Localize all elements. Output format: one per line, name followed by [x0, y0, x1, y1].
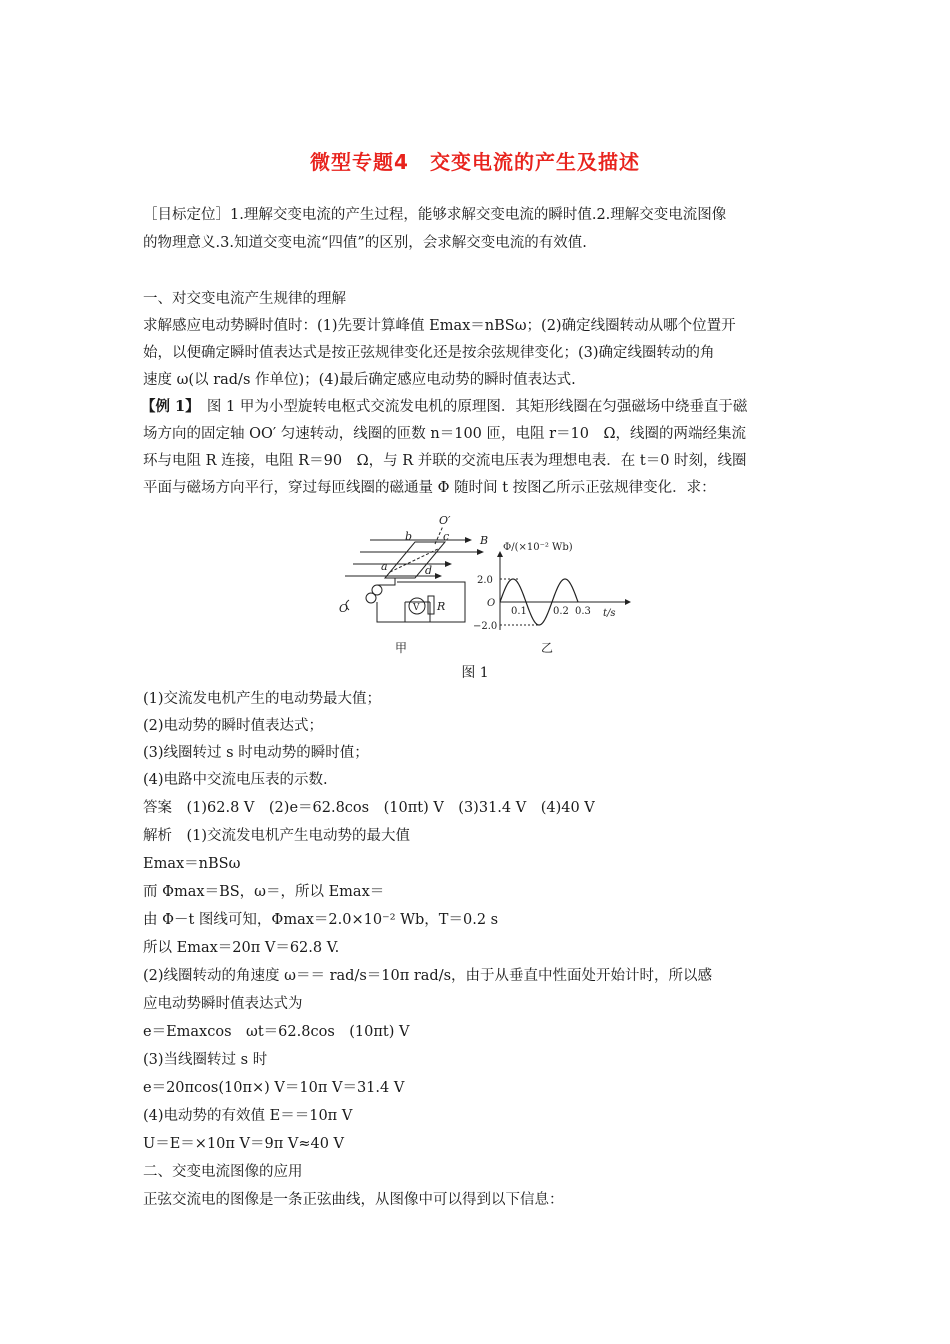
- analysis-line: (2)线圈转动的角速度 ω＝＝ rad/s＝10π rad/s，由于从垂直中性面处开始计时，所以感: [143, 968, 713, 984]
- label-r: R: [437, 600, 446, 613]
- analysis-line: 解析 (1)交流发电机产生电动势的最大值: [143, 828, 411, 844]
- section1-paragraph-line: 始，以便确定瞬时值表达式是按正弦规律变化还是按余弦规律变化；(3)确定线圈转动的角: [143, 345, 715, 361]
- objective-line-2: 的物理意义.3.知道交变电流“四值”的区别，会求解交变电流的有效值.: [143, 235, 587, 251]
- section2-paragraph: 正弦交流电的图像是一条正弦曲线，从图像中可以得到以下信息：: [143, 1192, 564, 1208]
- analysis-line: 而 Φmax＝BS，ω＝，所以 Emax＝: [143, 884, 385, 900]
- label-a: a: [381, 560, 388, 573]
- y-tick: −2.0: [473, 621, 498, 632]
- question-4: (4)电路中交流电压表的示数.: [143, 772, 328, 788]
- example-text: 图 1 甲为小型旋转电枢式交流发电机的原理图．其矩形线圈在匀强磁场中绕垂直于磁: [192, 399, 748, 415]
- section1-heading: 一、对交变电流产生规律的理解: [143, 291, 346, 307]
- analysis-line: e＝20πcos(10π×) V＝10π V＝31.4 V: [143, 1080, 405, 1096]
- figure-caption: 图 1: [461, 665, 489, 681]
- analysis-line: U＝E＝×10π V＝9π V≈40 V: [143, 1136, 345, 1152]
- question-2: (2)电动势的瞬时值表达式；: [143, 718, 324, 734]
- left-figure-label: 甲: [395, 641, 408, 655]
- objective-line-1: ［目标定位］1.理解交变电流的产生过程，能够求解交变电流的瞬时值.2.理解交变电流图像: [143, 207, 727, 223]
- example1-line: 平面与磁场方向平行，穿过每匝线圈的磁通量 Φ 随时间 t 按图乙所示正弦规律变化．求：: [143, 480, 716, 496]
- x-tick: 0.2: [553, 606, 569, 617]
- analysis-line: Emax＝nBSω: [143, 856, 241, 872]
- section1-paragraph-line: 速度 ω(以 rad/s 作单位)；(4)最后确定感应电动势的瞬时值表达式.: [143, 372, 576, 388]
- flux-graph: [473, 542, 631, 632]
- label-d: d: [425, 564, 433, 577]
- example1-line: 场方向的固定轴 OO′ 匀速转动，线圈的匝数 n＝100 匝，电阻 r＝10 Ω，线圈的两端经集流: [143, 426, 747, 442]
- analysis-line: 所以 Emax＝20π V＝62.8 V.: [143, 940, 340, 956]
- label-o-prime: O′: [439, 514, 451, 527]
- label-b: b: [405, 530, 413, 543]
- y-tick: 2.0: [477, 575, 493, 586]
- page-title: 微型专题4 交变电流的产生及描述: [310, 150, 640, 174]
- section1-paragraph-line: 求解感应电动势瞬时值时：(1)先要计算峰值 Emax＝nBSω；(2)确定线圈转动从哪个位置开: [143, 318, 736, 334]
- label-c: c: [443, 530, 450, 543]
- analysis-line: 由 Φ－t 图线可知，Φmax＝2.0×10⁻² Wb，T＝0.2 s: [143, 912, 499, 928]
- slip-ring: [366, 593, 376, 603]
- origin-label: O: [487, 598, 496, 609]
- x-tick: 0.1: [511, 606, 527, 617]
- analysis-line: e＝Emaxcos ωt＝62.8cos (10πt) V: [143, 1024, 410, 1040]
- answer-line: 答案 (1)62.8 V (2)e＝62.8cos (10πt) V (3)31.4 V (4)40 V: [143, 800, 595, 816]
- analysis-line: (4)电动势的有效值 E＝＝10π V: [143, 1108, 353, 1124]
- y-axis-label: Φ/(×10⁻² Wb): [503, 542, 573, 553]
- figure-1: [335, 512, 635, 682]
- question-1: (1)交流发电机产生的电动势最大值；: [143, 691, 382, 707]
- label-v: V: [413, 603, 420, 613]
- example1-line: 环与电阻 R 连接，电阻 R＝90 Ω，与 R 并联的交流电压表为理想电表．在 t＝0 时刻，线圈: [143, 453, 747, 469]
- x-tick: 0.3: [575, 606, 591, 617]
- section2-heading: 二、交变电流图像的应用: [143, 1164, 303, 1180]
- resistor: [428, 596, 434, 614]
- x-axis-label: t/s: [603, 608, 616, 619]
- question-3: (3)线圈转过 s 时电动势的瞬时值；: [143, 745, 369, 761]
- example1-line-1: [141, 397, 813, 417]
- analysis-line: (3)当线圈转过 s 时: [143, 1052, 268, 1068]
- example-tag: 【例 1】: [141, 398, 193, 415]
- right-figure-label: 乙: [541, 641, 554, 655]
- analysis-line: 应电动势瞬时值表达式为: [143, 996, 303, 1012]
- label-b-field: B: [480, 534, 489, 547]
- label-o: O: [339, 602, 349, 615]
